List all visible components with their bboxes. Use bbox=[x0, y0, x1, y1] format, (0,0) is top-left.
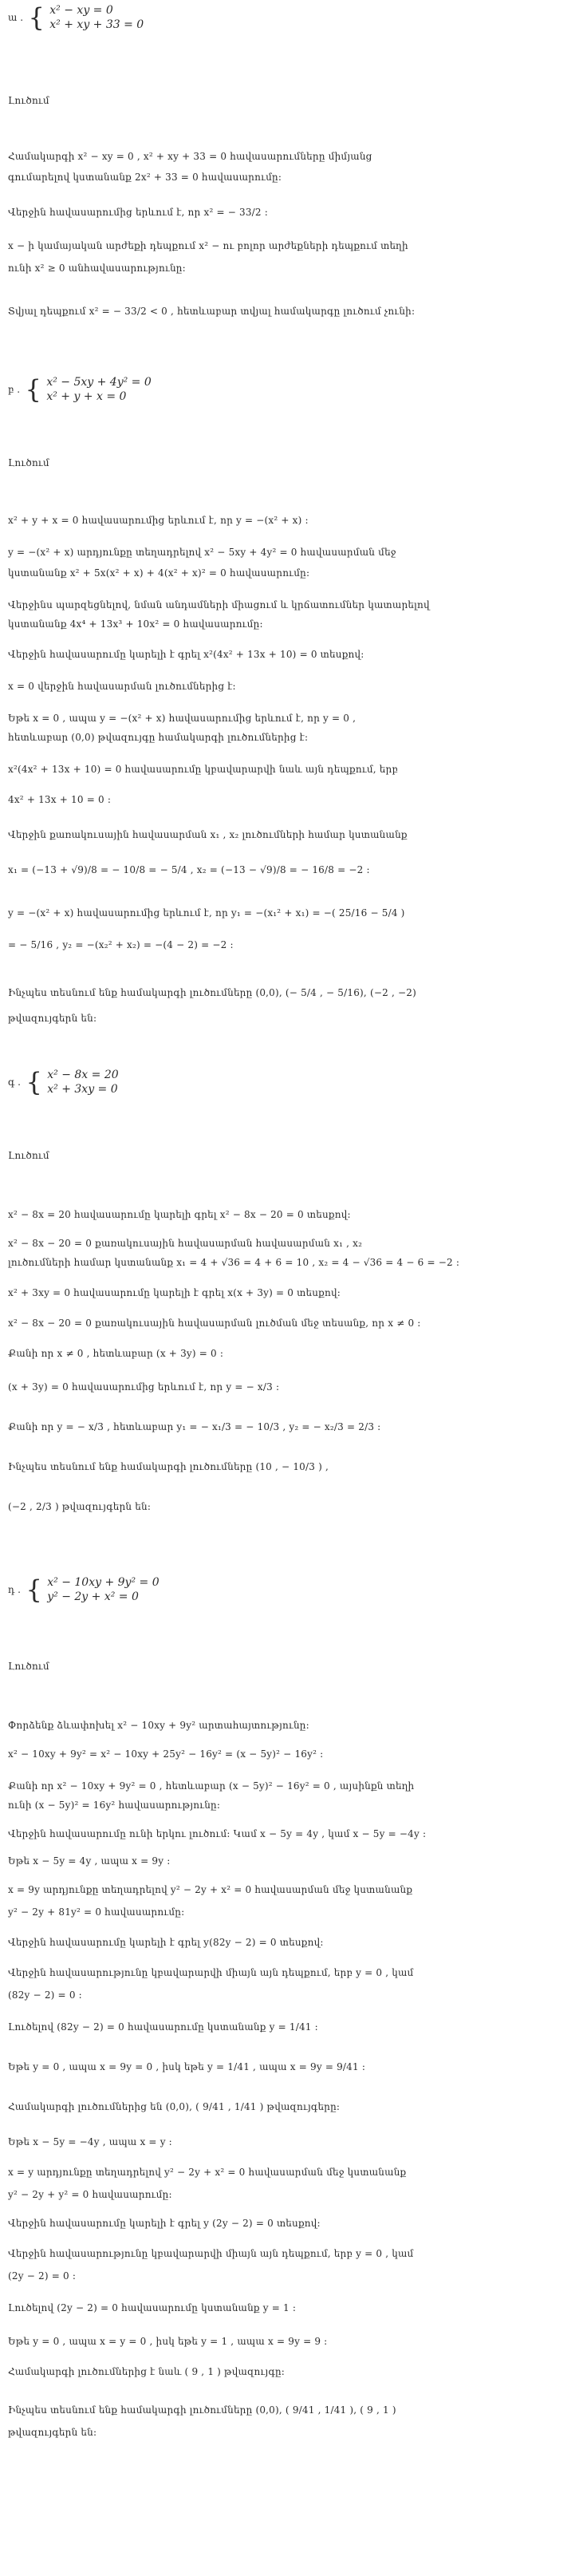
equation-1: x² − 8x = 20 bbox=[47, 1069, 119, 1081]
text-line: x² − 8x − 20 = 0 քառակուսային հավասարման լուծման մեջ տեսանք, որ x ≠ 0 : bbox=[8, 1318, 421, 1329]
text-line: Տվյալ դեպքում x² = − 33/2 < 0 , հետևաբար տվյալ համակարգը լուծում չունի: bbox=[8, 306, 416, 317]
text-line: Քանի որ y = − x/3 , հետևաբար y₁ = − x₁/3 = − 10/3 , y₂ = − x₂/3 = 2/3 : bbox=[8, 1421, 381, 1432]
solution-heading: Լուծում bbox=[8, 1150, 49, 1161]
problem-label: դ . bbox=[8, 1584, 21, 1595]
text-line: կստանանք x² + 5x(x² + x) + 4(x² + x)² = 0 հավասարումը: bbox=[8, 567, 310, 579]
text-line: Վերջին հավասարումը կարելի է գրել y(82y − 2) = 0 տեսքով: bbox=[8, 1937, 324, 1948]
equation-2: x² + xy + 33 = 0 bbox=[49, 18, 144, 31]
text-line: Եթե y = 0 , ապա x = 9y = 0 , իսկ եթե y = 1/41 , ապա x = 9y = 9/41 : bbox=[8, 2061, 366, 2072]
brace-icon: { bbox=[26, 1067, 42, 1097]
problem-label: գ . bbox=[8, 1077, 21, 1088]
system-d bbox=[8, 1575, 579, 1604]
equation-1: x² − 10xy + 9y² = 0 bbox=[47, 1576, 160, 1589]
text-line: Վերջին հավասարությունը կբավարարվի միայն այն դեպքում, երբ y = 0 , կամ bbox=[8, 1967, 414, 1978]
solution-heading: Լուծում bbox=[8, 457, 49, 468]
text-line: Ինչպես տեսնում ենք համակարգի լուծումները (0,0), (− 5/4 , − 5/16), (−2 , −2) bbox=[8, 987, 416, 998]
text-line: y² − 2y + y² = 0 հավասարումը: bbox=[8, 2189, 172, 2200]
text-line: Համակարգի x² − xy = 0 , x² + xy + 33 = 0 հավասարումները միմյանց bbox=[8, 151, 372, 162]
text-line: Լուծելով (2y − 2) = 0 հավասարումը կստանանք y = 1 : bbox=[8, 2302, 297, 2313]
equation-2: x² + y + x = 0 bbox=[46, 390, 127, 403]
text-line: Վերջին քառակուսային հավասարման x₁ , x₂ լուծումների համար կստանանք bbox=[8, 829, 408, 840]
text-line: Եթե y = 0 , ապա x = y = 0 , իսկ եթե y = 1 , ապա x = 9y = 9 : bbox=[8, 2336, 328, 2347]
equation-1: x² − 5xy + 4y² = 0 bbox=[46, 376, 152, 389]
text-line: Եթե x = 0 , ապա y = −(x² + x) հավասարումից երևում է, որ y = 0 , bbox=[8, 713, 357, 724]
text-line: գումարելով կստանանք 2x² + 33 = 0 հավասարումը: bbox=[8, 172, 282, 183]
text-line: Եթե x − 5y = −4y , ապա x = y : bbox=[8, 2136, 172, 2147]
text-line: Վերջինս պարզեցնելով, նման անդամների միացում և կրճատումներ կատարելով bbox=[8, 599, 430, 610]
text-line: Ինչպես տեսնում ենք համակարգի լուծումները (0,0), ( 9/41 , 1/41 ), ( 9 , 1 ) bbox=[8, 2404, 396, 2416]
text-line: Քանի որ x ≠ 0 , հետևաբար (x + 3y) = 0 : bbox=[8, 1348, 224, 1359]
text-line: (−2 , 2/3 ) թվազույգերն են: bbox=[8, 1501, 152, 1512]
text-line: լուծումների համար կստանանք x₁ = 4 + √36 = 4 + 6 = 10 , x₂ = 4 − √36 = 4 − 6 = −2 : bbox=[8, 1257, 460, 1268]
text-line: x₁ = (−13 + √9)/8 = − 10/8 = − 5/4 , x₂ = (−13 − √9)/8 = − 16/8 = −2 : bbox=[8, 864, 370, 875]
equation-1: x² − xy = 0 bbox=[49, 4, 113, 17]
solution-heading: Լուծում bbox=[8, 95, 49, 106]
text-line: x² − 8x = 20 հավասարումը կարելի գրել x² − 8x − 20 = 0 տեսքով: bbox=[8, 1209, 351, 1220]
problem-label: ա . bbox=[8, 12, 24, 23]
text-line: Վերջին հավասարումը կարելի է գրել y (2y − 2) = 0 տեսքով: bbox=[8, 2218, 321, 2229]
system-a bbox=[8, 3, 579, 32]
text-line: x = y արդյունքը տեղադրելով y² − 2y + x² = 0 հավասարման մեջ կստանանք bbox=[8, 2167, 407, 2178]
equation-2: y² − 2y + x² = 0 bbox=[47, 1590, 139, 1603]
text-line: (x + 3y) = 0 հավասարումից երևում է, որ y = − x/3 : bbox=[8, 1381, 280, 1393]
text-line: x² + y + x = 0 հավասարումից երևում է, որ y = −(x² + x) : bbox=[8, 515, 309, 526]
text-line: ունի x² ≥ 0 անհավասարությունը: bbox=[8, 263, 186, 274]
text-line: Վերջին հավասարումը կարելի է գրել x²(4x² + 13x + 10) = 0 տեսքով: bbox=[8, 649, 364, 660]
text-line: Եթե x − 5y = 4y , ապա x = 9y : bbox=[8, 1855, 171, 1867]
text-line: Վերջին հավասարությունը կբավարարվի միայն այն դեպքում, երբ y = 0 , կամ bbox=[8, 2248, 414, 2259]
text-line: x²(4x² + 13x + 10) = 0 հավասարումը կբավարարվի նաև այն դեպքում, երբ bbox=[8, 764, 399, 775]
text-line: Քանի որ x² − 10xy + 9y² = 0 , հետևաբար (x − 5y)² − 16y² = 0 , այսինքն տեղի bbox=[8, 1780, 415, 1792]
text-line: y² − 2y + 81y² = 0 հավասարումը: bbox=[8, 1906, 185, 1918]
text-line: y = −(x² + x) հավասարումից երևում է, որ y₁ = −(x₁² + x₁) = −( 25/16 − 5/4 ) bbox=[8, 907, 405, 919]
text-line: կստանանք 4x⁴ + 13x³ + 10x² = 0 հավասարումը: bbox=[8, 618, 263, 630]
system-b bbox=[8, 375, 579, 404]
text-line: Ինչպես տեսնում ենք համակարգի լուծումները (10 , − 10/3 ) , bbox=[8, 1461, 329, 1472]
text-line: x − ի կամայական արժեքի դեպքում x² − ու բոլոր արժեքների դեպքում տեղի bbox=[8, 240, 408, 251]
text-line: Փորձենք ձևափոխել x² − 10xy + 9y² արտահայտությունը: bbox=[8, 1720, 309, 1731]
text-line: Համակարգի լուծումներից է նաև ( 9 , 1 ) թվազույգը: bbox=[8, 2366, 286, 2377]
text-line: Վերջին հավասարումը ունի երկու լուծում: Կամ x − 5y = 4y , կամ x − 5y = −4y : bbox=[8, 1828, 427, 1839]
text-line: (82y − 2) = 0 : bbox=[8, 1989, 82, 2001]
text-line: (2y − 2) = 0 : bbox=[8, 2270, 77, 2282]
text-line: x = 9y արդյունքը տեղադրելով y² − 2y + x² = 0 հավասարման մեջ կստանանք bbox=[8, 1884, 413, 1895]
text-line: x = 0 վերջին հավասարման լուծումներից է: bbox=[8, 681, 236, 692]
text-line: x² − 10xy + 9y² = x² − 10xy + 25y² − 16y² = (x − 5y)² − 16y² : bbox=[8, 1748, 324, 1760]
text-line: հետևաբար (0,0) թվազույգը համակարգի լուծումներից է: bbox=[8, 732, 309, 743]
text-line: թվազույգերն են: bbox=[8, 1013, 97, 1024]
text-line: = − 5/16 , y₂ = −(x₂² + x₂) = −(4 − 2) = −2 : bbox=[8, 939, 234, 950]
text-line: Վերջին հավասարումից երևում է, որ x² = − 33/2 : bbox=[8, 207, 269, 218]
text-line: ունի (x − 5y)² = 16y² հավասարությունը: bbox=[8, 1800, 221, 1811]
brace-icon: { bbox=[28, 2, 45, 33]
text-line: x² + 3xy = 0 հավասարումը կարելի է գրել x(x + 3y) = 0 տեսքով: bbox=[8, 1287, 341, 1298]
text-line: Լուծելով (82y − 2) = 0 հավասարումը կստանանք y = 1/41 : bbox=[8, 2021, 318, 2033]
text-line: y = −(x² + x) արդյունքը տեղադրելով x² − 5xy + 4y² = 0 հավասարման մեջ bbox=[8, 547, 396, 558]
equation-2: x² + 3xy = 0 bbox=[47, 1083, 118, 1096]
solution-heading: Լուծում bbox=[8, 1661, 49, 1672]
text-line: 4x² + 13x + 10 = 0 : bbox=[8, 794, 112, 805]
text-line: թվազույգերն են: bbox=[8, 2427, 97, 2438]
brace-icon: { bbox=[26, 1574, 42, 1605]
problem-label: բ . bbox=[8, 384, 21, 395]
brace-icon: { bbox=[25, 374, 41, 405]
text-line: x² − 8x − 20 = 0 քառակուսային հավասարման հավասարման x₁ , x₂ bbox=[8, 1238, 363, 1249]
system-c bbox=[8, 1068, 579, 1096]
text-line: Համակարգի լուծումներից են (0,0), ( 9/41 , 1/41 ) թվազույգերը: bbox=[8, 2101, 341, 2112]
